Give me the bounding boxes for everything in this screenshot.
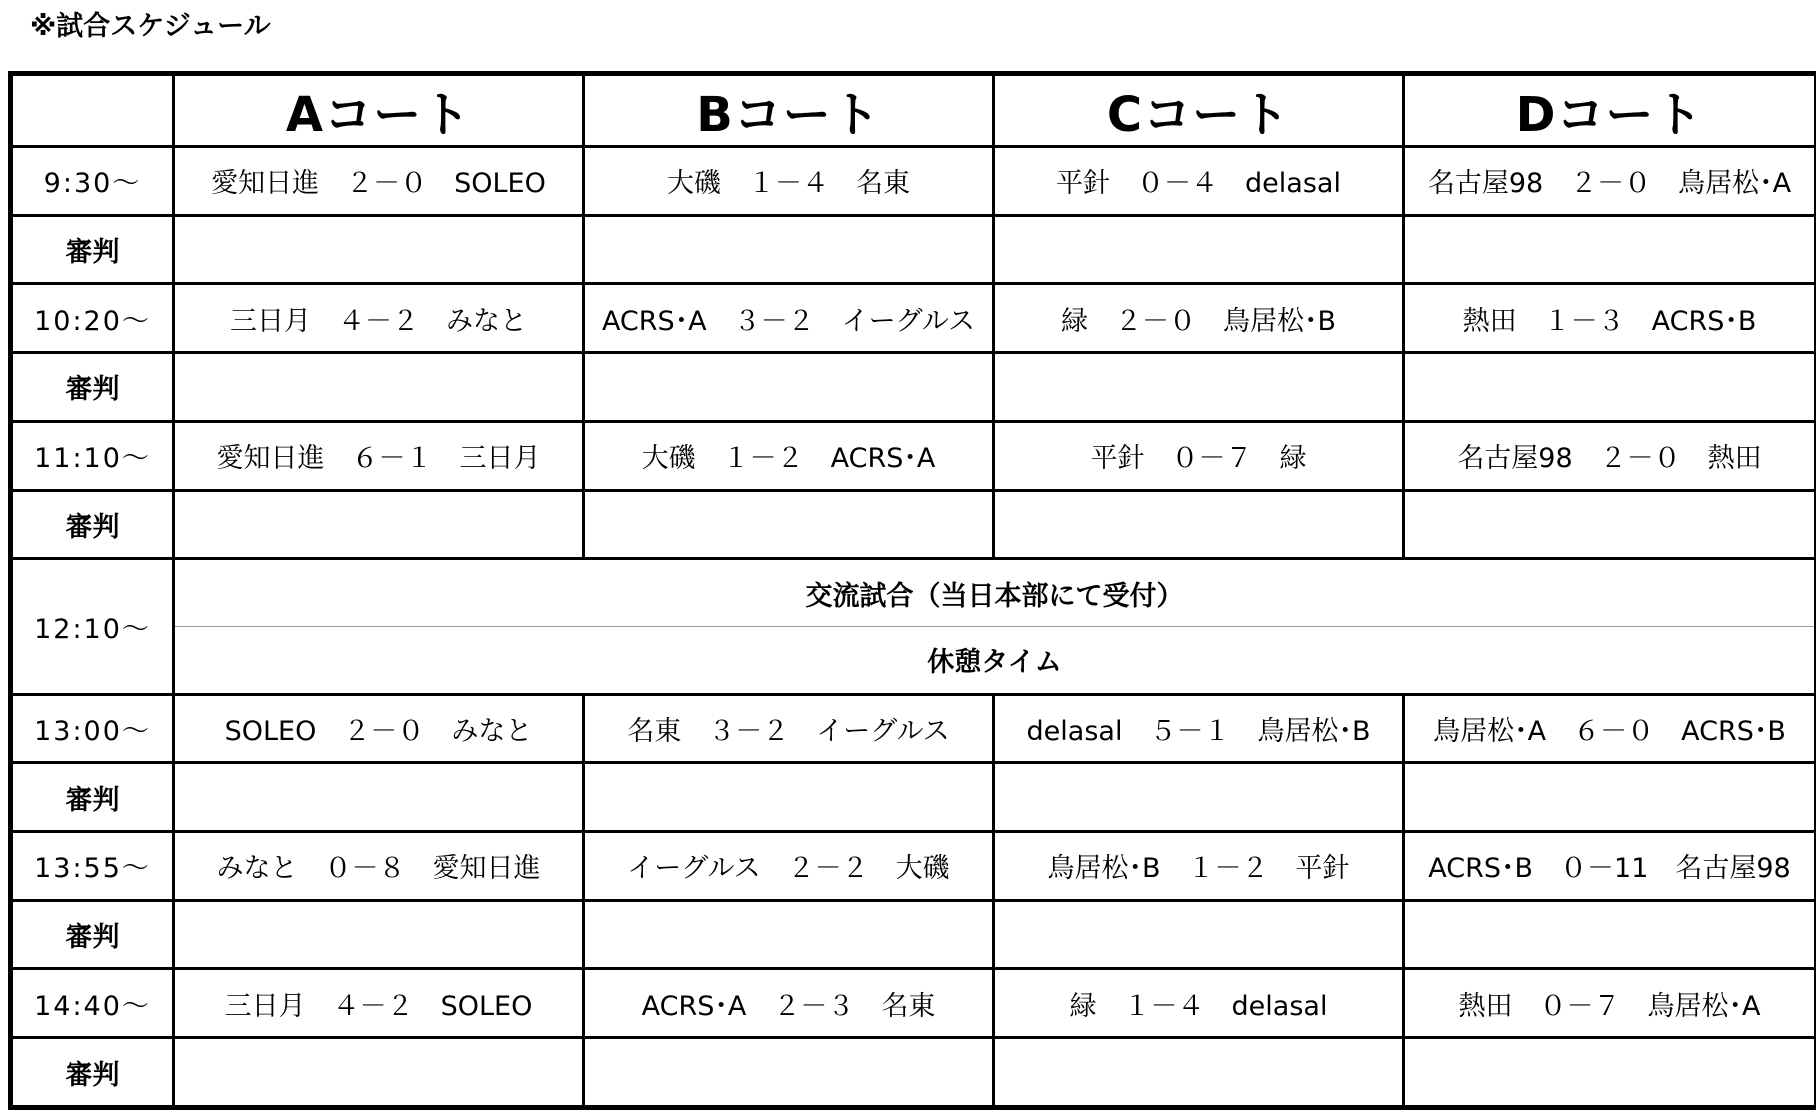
match-cell-b: ACRS･A ２－３ 名東 [584,969,994,1038]
court-d-header: Dコート [1404,74,1816,147]
referee-row [11,215,1816,284]
match-schedule-table [8,71,1816,1110]
match-cell-c: 平針 ０－４ delasal [994,147,1404,216]
referee-cell-d [1404,215,1816,284]
referee-cell-a [174,763,584,832]
referee-label: 審判 [11,490,174,559]
match-cell-c: 緑 ２－０ 鳥居松･B [994,284,1404,353]
referee-row [11,353,1816,422]
time-cell: 14:40〜 [11,969,174,1038]
match-cell-b: 大磯 １－２ ACRS･A [584,421,994,490]
referee-cell-b [584,900,994,969]
match-cell-a: 三日月 ４－２ SOLEO [174,969,584,1038]
referee-row [11,490,1816,559]
referee-cell-a [174,353,584,422]
referee-label: 審判 [11,763,174,832]
referee-cell-d [1404,490,1816,559]
match-cell-a: 愛知日進 ６－１ 三日月 [174,421,584,490]
referee-cell-b [584,1038,994,1108]
time-cell: 11:10〜 [11,421,174,490]
referee-label: 審判 [11,900,174,969]
referee-cell-c [994,1038,1404,1108]
match-cell-c: 緑 １－４ delasal [994,969,1404,1038]
match-cell-c: 平針 ０－７ 緑 [994,421,1404,490]
court-a-header: Aコート [174,74,584,147]
rest-time-notice: 休憩タイム [174,626,1816,694]
time-cell: 13:00〜 [11,694,174,763]
referee-row [11,1038,1816,1108]
match-row [11,147,1816,216]
match-cell-a: SOLEO ２－０ みなと [174,694,584,763]
match-row [11,832,1816,901]
match-cell-b: イーグルス ２－２ 大磯 [584,832,994,901]
match-cell-b: 名東 ３－２ イーグルス [584,694,994,763]
match-row [11,694,1816,763]
time-cell: 9:30〜 [11,147,174,216]
match-cell-b: 大磯 １－４ 名東 [584,147,994,216]
referee-cell-d [1404,1038,1816,1108]
referee-row [11,900,1816,969]
referee-row [11,763,1816,832]
referee-cell-d [1404,353,1816,422]
time-cell: 10:20〜 [11,284,174,353]
referee-cell-b [584,353,994,422]
match-cell-c: 鳥居松･B １－２ 平針 [994,832,1404,901]
break-row [11,626,1816,694]
match-row [11,421,1816,490]
referee-cell-a [174,900,584,969]
referee-cell-c [994,215,1404,284]
page-title: ※試合スケジュール [30,11,271,42]
match-cell-d: 鳥居松･A ６－０ ACRS･B [1404,694,1816,763]
match-cell-c: delasal ５－１ 鳥居松･B [994,694,1404,763]
referee-cell-c [994,490,1404,559]
match-cell-d: 熱田 １－３ ACRS･B [1404,284,1816,353]
header-row [11,74,1816,147]
referee-cell-a [174,490,584,559]
court-c-header: Cコート [994,74,1404,147]
match-cell-d: 熱田 ０－７ 鳥居松･A [1404,969,1816,1038]
corner-cell [11,74,174,147]
referee-cell-a [174,1038,584,1108]
match-cell-d: ACRS･B ０－11 名古屋98 [1404,832,1816,901]
referee-label: 審判 [11,353,174,422]
referee-cell-c [994,900,1404,969]
match-cell-a: みなと ０－８ 愛知日進 [174,832,584,901]
referee-label: 審判 [11,215,174,284]
match-cell-a: 三日月 ４－２ みなと [174,284,584,353]
match-cell-d: 名古屋98 ２－０ 熱田 [1404,421,1816,490]
match-row [11,284,1816,353]
referee-cell-d [1404,900,1816,969]
referee-cell-c [994,353,1404,422]
exchange-match-notice: 交流試合（当日本部にて受付） [174,559,1816,627]
referee-cell-c [994,763,1404,832]
court-b-header: Bコート [584,74,994,147]
time-cell: 13:55〜 [11,832,174,901]
match-cell-a: 愛知日進 ２－０ SOLEO [174,147,584,216]
referee-cell-b [584,490,994,559]
referee-cell-a [174,215,584,284]
referee-cell-b [584,215,994,284]
match-cell-b: ACRS･A ３－２ イーグルス [584,284,994,353]
referee-label: 審判 [11,1038,174,1108]
match-cell-d: 名古屋98 ２－０ 鳥居松･A [1404,147,1816,216]
referee-cell-d [1404,763,1816,832]
referee-cell-b [584,763,994,832]
break-time-cell: 12:10〜 [11,559,174,694]
match-row [11,969,1816,1038]
break-row [11,559,1816,627]
